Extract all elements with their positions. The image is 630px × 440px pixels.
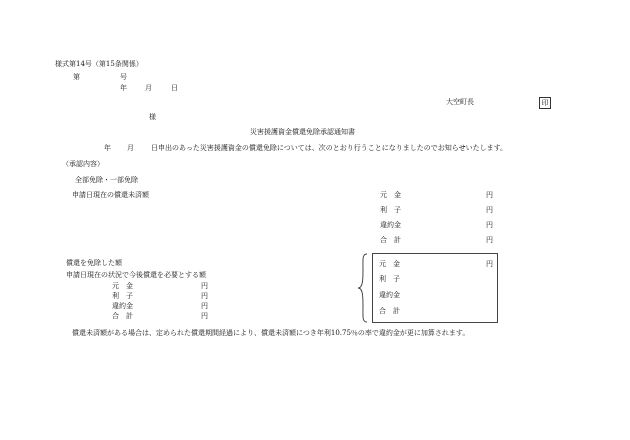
document-number-prefix: 第 [73, 73, 80, 81]
date-month: 月 [145, 84, 152, 92]
intro-year: 年 [104, 144, 111, 152]
exempted-interest-label: 利 子 [379, 275, 400, 283]
unpaid-penalty-label: 違約金 [380, 221, 401, 229]
footer-note: 償還未済額がある場合は、定められた償還期間経過により、償還未済額につき年利10.75％の率で違約金が更に加算されます。 [72, 329, 470, 337]
date-day: 日 [171, 84, 178, 92]
required-penalty-unit: 円 [201, 302, 208, 310]
required-total-unit: 円 [201, 312, 208, 320]
exempted-total-label: 合 計 [379, 307, 400, 315]
issuer-name: 大空町長 [446, 98, 474, 106]
form-number: 様式第14号（第15条関係） [55, 60, 143, 68]
seal-mark: 印 [539, 97, 551, 109]
unpaid-total-unit: 円 [486, 236, 493, 244]
required-heading: 申請日現在の状況で今後償還を必要とする額 [66, 271, 206, 279]
section-label: （承認内容） [62, 160, 104, 168]
unpaid-heading: 申請日現在の償還未済額 [72, 191, 149, 199]
exempted-heading: 償還を免除した額 [66, 259, 122, 267]
exemption-type: 全部免除・一部免除 [75, 176, 138, 184]
document-title: 災害援護資金償還免除承認通知書 [250, 128, 355, 136]
recipient-honorific: 様 [149, 113, 156, 121]
intro-month: 月 [127, 144, 134, 152]
document-number-suffix: 号 [120, 73, 127, 81]
unpaid-interest-label: 利 子 [380, 206, 401, 214]
exempted-principal-unit: 円 [486, 260, 493, 268]
unpaid-total-label: 合 計 [380, 236, 401, 244]
brace-mark [357, 253, 369, 323]
required-principal-unit: 円 [201, 282, 208, 290]
required-interest-unit: 円 [201, 292, 208, 300]
required-total-label: 合 計 [112, 312, 133, 320]
unpaid-principal-label: 元 金 [380, 191, 401, 199]
exempted-amount-box [372, 253, 498, 323]
required-interest-label: 利 子 [112, 292, 133, 300]
required-penalty-label: 違約金 [112, 302, 133, 310]
required-principal-label: 元 金 [112, 282, 133, 290]
date-year: 年 [120, 84, 127, 92]
exempted-penalty-label: 違約金 [379, 291, 400, 299]
intro-text: 日申出のあった災害援護資金の償還免除については、次のとおり行うことになりましたのでお知らせいたします。 [151, 144, 508, 152]
unpaid-penalty-unit: 円 [486, 221, 493, 229]
unpaid-interest-unit: 円 [486, 206, 493, 214]
unpaid-principal-unit: 円 [486, 191, 493, 199]
exempted-principal-label: 元 金 [379, 260, 400, 268]
